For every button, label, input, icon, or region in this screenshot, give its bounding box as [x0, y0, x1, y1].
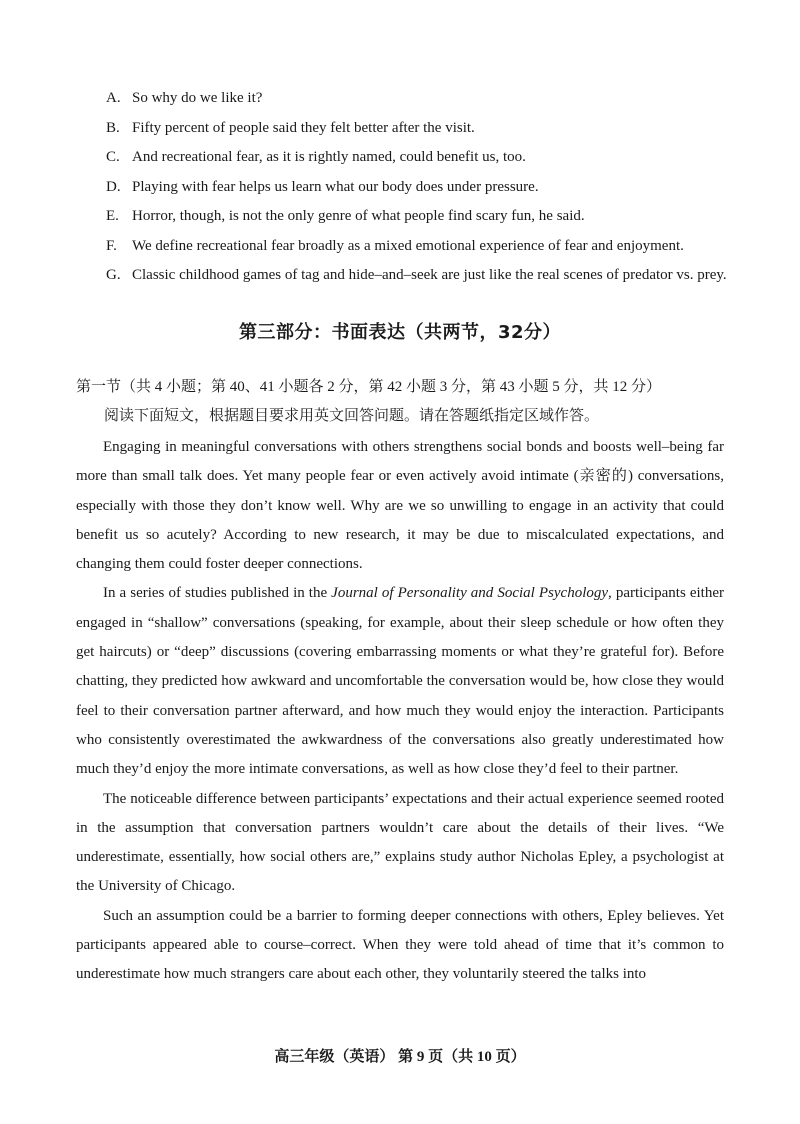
answer-options: [106, 84, 746, 291]
passage-paragraph-3: The noticeable difference between participants’ expectations and their actual experience seemed rooted in the assumption that conversation partners wouldn’t care about the details of their lives. “We underestimate, essentially, how social others are,” explains study author Nicholas Epley, a psychologist at the University of Chicago.: [76, 790, 724, 895]
option-letter: D.: [106, 178, 121, 195]
option-e: [106, 202, 746, 232]
option-text: We define recreational fear broadly as a mixed emotional experience of fear and enjoyment.: [132, 237, 684, 254]
option-letter: B.: [106, 119, 120, 136]
option-text: Fifty percent of people said they felt better after the visit.: [132, 119, 475, 136]
option-g: [106, 261, 746, 291]
option-letter: E.: [106, 208, 119, 224]
paragraph-text: , participants either engaged in “shallow” conversations (speaking, for example, about their sleep schedule or how often they get haircuts) or “deep” discussions (covering embarrassing moments or what they’re grateful for). Before chatting, they predicted how awkward and uncomfortable the conversation would be, how close they would feel to their conversation partner afterward, and how much they would enjoy the interaction. Participants who consistently overestimated the awkwardness of the conversations also greatly underestimated how much they’d enjoy the more intimate conversations, as well as how close they’d feel to their partner.: [76, 585, 724, 778]
option-b: [106, 114, 746, 144]
option-letter: F.: [106, 237, 117, 254]
option-a: [106, 84, 746, 114]
section-title: 第三部分：书面表达（共两节，32分）: [238, 322, 562, 343]
option-d: [106, 173, 746, 203]
passage-paragraph-4: Such an assumption could be a barrier to forming deeper connections with others, Epley believes. Yet participants appeared able to course–correct. When they were told ahead of time that it’s common to underestimate how much strangers care about each other, they voluntarily steered the talks into: [76, 907, 724, 983]
reading-passage: [76, 433, 724, 990]
option-text: And recreational fear, as it is rightly named, could benefit us, too.: [132, 149, 526, 165]
option-text: Horror, though, is not the only genre of what people find scary fun, he said.: [132, 208, 585, 224]
passage-paragraph-1: Engaging in meaningful conversations with others strengthens social bonds and boosts well–being far more than small talk does. Yet many people fear or even actively avoid intimate (亲密的) conversations, especially with those they don’t know well. Why are we so unwilling to engage in an activity that could benefit us so acutely? According to new research, it may be due to miscalculated expectations, and changing them could foster deeper connections.: [76, 439, 724, 573]
option-letter: A.: [106, 90, 121, 106]
option-text: Classic childhood games of tag and hide–and–seek are just like the real scenes of predator vs. prey.: [132, 267, 727, 283]
instruction-text: 阅读下面短文，根据题目要求用英文回答问题。请在答题纸指定区域作答。: [104, 408, 600, 424]
option-c: [106, 143, 746, 173]
option-text: So why do we like it?: [132, 90, 263, 106]
option-f: [106, 232, 746, 262]
journal-title: Journal of Personality and Social Psychology: [331, 585, 609, 602]
passage-paragraph-2: [76, 579, 724, 784]
option-letter: G.: [106, 267, 121, 283]
option-text: Playing with fear helps us learn what our body does under pressure.: [132, 178, 539, 195]
paragraph-text: In a series of studies published in the: [103, 585, 332, 602]
subsection-heading: 第一节（共 4 小题；第 40、41 小题各 2 分，第 42 小题 3 分，第 43 小题 5 分，共 12 分）: [76, 379, 662, 395]
page-footer: 高三年级（英语） 第 9 页（共 10 页）: [274, 1049, 526, 1065]
option-letter: C.: [106, 149, 120, 165]
